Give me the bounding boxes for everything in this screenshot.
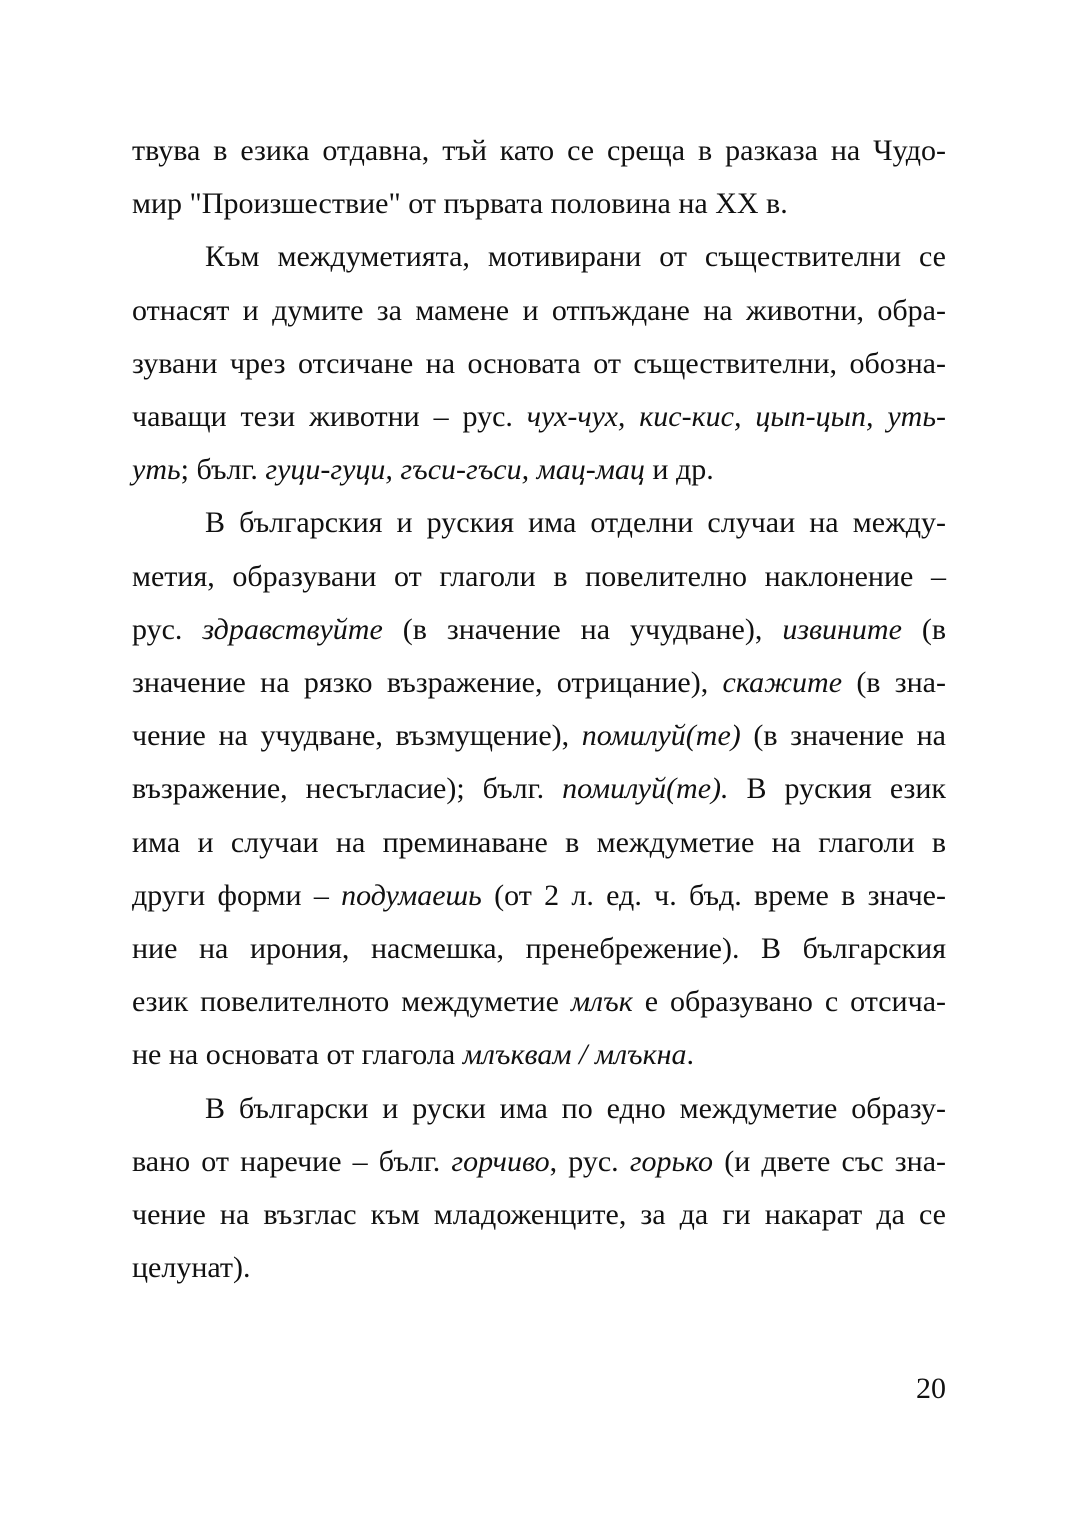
text-line	[132, 869, 946, 922]
text-run: (в значение на учудване),	[382, 612, 783, 646]
text-run: рус.	[132, 612, 203, 646]
text-line	[132, 284, 946, 337]
text-line	[132, 337, 946, 390]
text-line	[132, 390, 946, 443]
text-run: и др.	[644, 453, 714, 487]
italic-term: помилуй(те)	[581, 719, 741, 753]
text-run: език повелителното междуметие	[132, 985, 571, 1019]
text-run: ние на ирония, насмешка, пренебрежение). В българския	[132, 932, 946, 966]
text-run: В български и руски има по едно междуметие образу-	[205, 1091, 946, 1125]
text-run: (от 2 л. ед. ч. бъд. време в значе-	[481, 878, 946, 912]
text-line	[132, 1188, 946, 1241]
text-run: (и двете със зна-	[713, 1144, 947, 1178]
text-line	[132, 816, 946, 869]
text-run: е образувано с отсича-	[632, 985, 946, 1019]
text-line	[132, 550, 946, 603]
text-run: чение на учудване, възмущение),	[132, 719, 582, 753]
italic-term: помилуй(те).	[562, 772, 729, 806]
text-run: вано от наречие – бълг.	[132, 1144, 452, 1178]
text-line	[132, 230, 946, 283]
text-run: .	[686, 1038, 695, 1072]
text-run: зувани чрез отсичане на основата от съществителни, обозна-	[132, 346, 946, 380]
text-run: (в	[901, 612, 947, 646]
text-run: не на основата от глагола	[132, 1038, 463, 1072]
italic-term: млъквам / млъкна	[462, 1038, 687, 1072]
text-run: (в значение на	[740, 719, 946, 753]
page-number: 20	[916, 1372, 946, 1405]
text-run: чение на възглас към младоженците, за да ги накарат да се	[132, 1198, 946, 1232]
text-line	[132, 762, 946, 815]
text-line	[132, 1241, 946, 1294]
text-run: Към междуметията, мотивирани от съществителни се	[205, 240, 946, 274]
italic-term: извините	[782, 612, 902, 646]
italic-term: подумаешь	[341, 878, 482, 912]
text-run: , рус.	[549, 1144, 630, 1178]
text-run: В българския и руския има отделни случаи на между-	[205, 506, 946, 540]
text-line	[132, 1082, 946, 1135]
text-run: чаващи тези животни – рус.	[132, 400, 527, 434]
text-run: значение на рязко възражение, отрицание),	[132, 666, 723, 700]
text-line	[132, 443, 946, 496]
italic-term: млък	[570, 985, 633, 1019]
paragraph	[132, 124, 946, 230]
text-line	[132, 656, 946, 709]
text-run: има и случаи на преминаване в междуметие на глаголи в	[132, 825, 946, 859]
text-line	[132, 177, 946, 230]
text-run: метия, образувани от глаголи в повелително наклонение –	[132, 559, 946, 593]
paragraph	[132, 496, 946, 1081]
text-line	[132, 709, 946, 762]
text-line	[132, 1028, 946, 1081]
text-run: други форми –	[132, 878, 342, 912]
text-line	[132, 124, 946, 177]
text-line	[132, 975, 946, 1028]
paragraph	[132, 230, 946, 496]
italic-term: уть	[132, 453, 181, 487]
text-run: твува в езика отдавна, тъй като се среща в разказа на Чудо-	[132, 134, 946, 167]
paragraph	[132, 1082, 946, 1295]
text-run: В руския език	[728, 772, 946, 806]
text-run: отнасят и думите за мамене и отпъждане на животни, обра-	[132, 293, 946, 327]
italic-term: чух-чух, кис-кис, цып-цып, уть-	[526, 400, 946, 434]
italic-term: скажите	[722, 666, 843, 700]
italic-term: горчиво	[451, 1144, 550, 1178]
body-text	[132, 124, 946, 1294]
text-run: мир "Произшествие" от първата половина на XX в.	[132, 187, 788, 221]
text-run: (в зна-	[842, 666, 946, 700]
italic-term: горько	[629, 1144, 714, 1178]
text-line	[132, 603, 946, 656]
italic-term: гуци-гуци, гъси-гъси, мац-мац	[265, 453, 645, 487]
italic-term: здравствуйте	[202, 612, 383, 646]
text-run: възражение, несъгласие); бълг.	[132, 772, 563, 806]
text-run: ; бълг.	[180, 453, 266, 487]
text-line	[132, 922, 946, 975]
text-line	[132, 496, 946, 549]
text-run: целунат).	[132, 1251, 251, 1285]
text-line	[132, 1135, 946, 1188]
